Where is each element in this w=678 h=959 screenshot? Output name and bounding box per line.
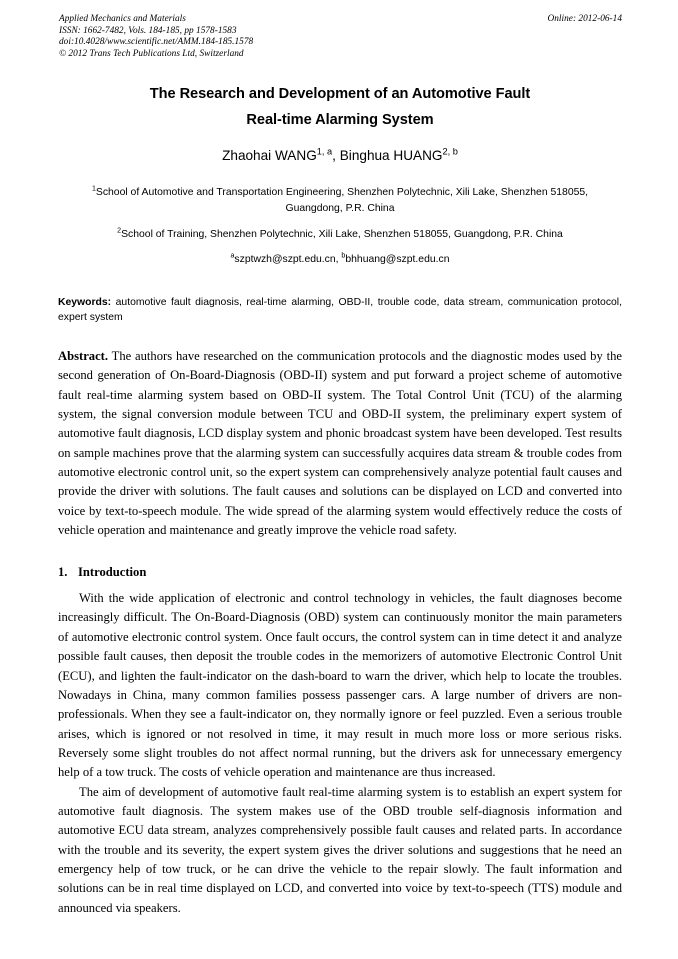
journal-name: Applied Mechanics and Materials xyxy=(59,14,186,24)
keywords-label: Keywords: xyxy=(58,296,112,308)
section-title: Introduction xyxy=(78,565,147,580)
section-number: 1. xyxy=(58,565,68,580)
paper-title-line-2: Real-time Alarming System xyxy=(246,112,434,129)
paragraph: With the wide application of electronic and control technology in vehicles, the fault diagnoses become increasingly difficult. The On-Board-Diagnosis (OBD) system can continuously monitor the main parameters of automotive electronic control system. Once fault occurs, the control system can in time detect it and analyze possible fault causes, then deposit the trouble codes in the memorizers of automotive Electronic Control Unit (ECU), and lighten the fault-indicator on the dash-board to warn the driver, which help to locate the troubles. Nowadays in China, many common families possess passenger cars. A large number of drivers are non-professionals. When they see a fault-indicator on, they normally ignore or feel puzzled. Even a serious trouble arises, which is ignored or not resolved in time, it may result in much more loss or more serious risks. Reversely some slight troubles do not affect normal running, but the drivers ask for unnecessary emergency help of a tow truck. The costs of vehicle operation and maintenance are thus increased. xyxy=(58,591,622,780)
journal-header xyxy=(59,14,622,60)
author-separator: , xyxy=(332,148,340,164)
email-marker-a: a xyxy=(230,252,235,260)
author-affiliation-marker-1: 1, a xyxy=(316,146,333,157)
keywords-block xyxy=(58,295,622,325)
affiliation-marker-1: 1 xyxy=(91,185,96,193)
journal-issn-line: ISSN: 1662-7482, Vols. 184-185, pp 1578-1583 xyxy=(59,25,237,36)
author-emails xyxy=(58,252,622,268)
keywords-text: automotive fault diagnosis, real-time alarming, OBD-II, trouble code, data stream, communication protocol, expert system xyxy=(58,296,622,323)
abstract-label: Abstract. xyxy=(58,349,109,364)
online-publication-date: Online: 2012-06-14 xyxy=(547,14,622,24)
paragraph: The aim of development of automotive fault real-time alarming system is to establish an expert system for automotive fault diagnosis. The system makes use of the OBD trouble self-diagnosis information and automotive ECU data stream, analyzes comprehensively possible fault causes and related parts. In accordance with the trouble and its severity, the expert system gives the driver solutions and suggestions that he need an emergency help of tow truck, or he can drive the vehicle to the repair slowly. The fault information and solutions can be in real time displayed on LCD, and converted into voice by text-to-speech (TTS) module and announced via speakers. xyxy=(58,784,622,915)
section-heading-introduction xyxy=(58,564,622,580)
journal-copyright-line: © 2012 Trans Tech Publications Ltd, Switzerland xyxy=(59,48,244,59)
abstract-block xyxy=(58,347,622,540)
affiliation-2-text: School of Training, Shenzhen Polytechnic, Xili Lake, Shenzhen 518055, Guangdong, P.R. China xyxy=(121,228,563,240)
author-affiliation-marker-2: 2, b xyxy=(442,146,458,157)
affiliation-1-text: School of Automotive and Transportation Engineering, Shenzhen Polytechnic, Xili Lake, Shenzhen 518055, Guangdong, P.R. China xyxy=(95,187,589,214)
author-name-2: Binghua HUANG xyxy=(339,148,443,164)
author-list xyxy=(58,147,622,165)
email-marker-b: b xyxy=(341,252,346,260)
page-title xyxy=(58,81,622,133)
affiliation-block xyxy=(58,185,622,267)
abstract-text: The authors have researched on the communication protocols and the diagnostic modes used by the second generation of On-Board-Diagnosis (OBD-II) system and put forward a project scheme of automotive fault real-time alarming system based on OBD-II system. The Total Control Unit (TCU) of the alarming system, the signal conversion module between TCU and OBD-II system, the preliminary expert system of automotive fault diagnosis, LCD display system and phonic broadcast system have been developed. Test results on sample machines prove that the alarming system can successfully acquires data stream & trouble codes from automotive electronic control unit, so the expert system can comprehensively analyze potential fault causes and provide the driver with solutions. The fault causes and solutions can be displayed on LCD and converted into voice by text-to-speech module. The wide spread of the alarming system would effectively reduce the costs of vehicle operation and maintenance and greatly improve the vehicle road safety. xyxy=(58,349,622,537)
paper-title-line-1: The Research and Development of an Automotive Fault xyxy=(149,86,531,103)
email-address-2: bhhuang@szpt.edu.cn xyxy=(345,254,450,266)
section-body-introduction xyxy=(58,589,622,918)
affiliation-marker-2: 2 xyxy=(117,227,122,235)
affiliation-2 xyxy=(58,227,622,243)
author-name-1: Zhaohai WANG xyxy=(222,148,317,164)
affiliation-1 xyxy=(58,185,622,216)
journal-doi-line: doi:10.4028/www.scientific.net/AMM.184-185.1578 xyxy=(59,37,254,48)
email-address-1: szptwzh@szpt.edu.cn, xyxy=(234,254,339,266)
